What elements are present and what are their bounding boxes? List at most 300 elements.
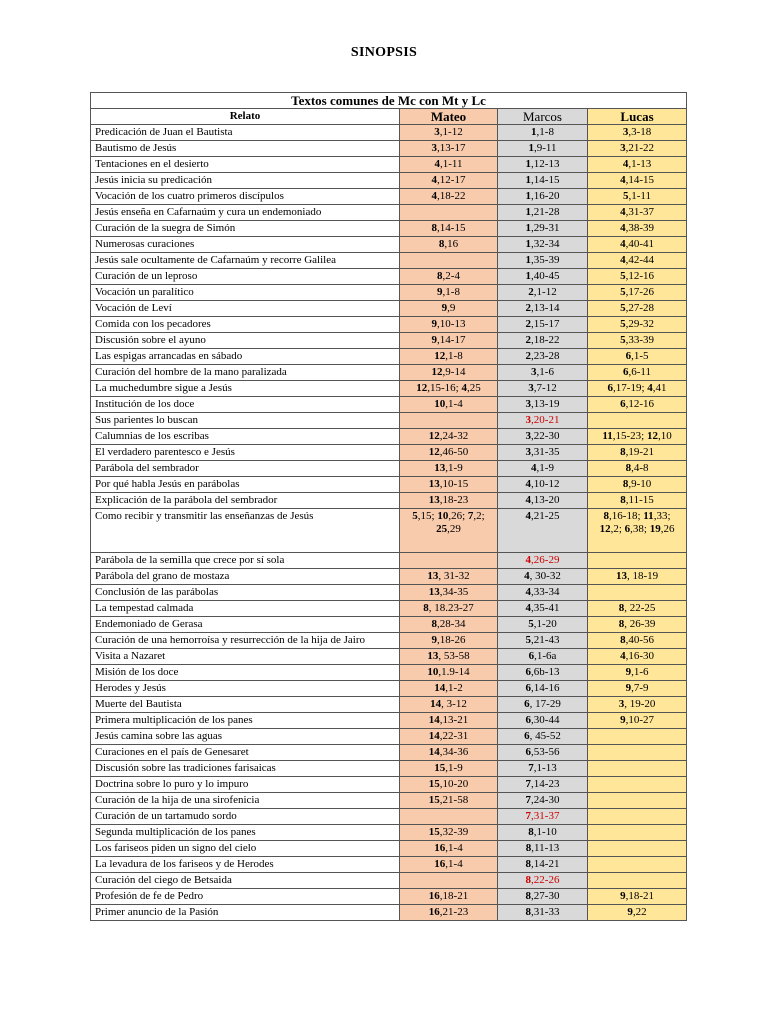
table-row [91, 713, 687, 729]
relato-cell: Herodes y Jesús [91, 681, 400, 697]
lucas-cell [588, 285, 687, 301]
lucas-chapter: 8 [618, 618, 625, 630]
marcos-verses: ,27-30 [531, 890, 560, 902]
relato-cell: El verdadero parentesco e Jesús [91, 445, 400, 461]
lucas-verses: ,33; [653, 510, 671, 522]
lucas-verses: ,15-23; [612, 430, 647, 442]
mateo-chapter: 4 [431, 174, 438, 186]
table-row [91, 125, 687, 141]
marcos-chapter: 3 [528, 382, 534, 394]
table-row [91, 301, 687, 317]
lucas-cell [588, 317, 687, 333]
lucas-cell [588, 905, 687, 921]
lucas-chapter: 3 [622, 126, 629, 138]
marcos-verses: ,1-6 [536, 366, 554, 378]
relato-cell: Segunda multiplicación de los panes [91, 825, 400, 841]
marcos-cell [498, 633, 588, 649]
table-row [91, 333, 687, 349]
table-row [91, 889, 687, 905]
mateo-verses: , 3-12 [441, 698, 467, 710]
marcos-cell [498, 841, 588, 857]
marcos-chapter: 2 [525, 318, 532, 330]
mateo-chapter: 14 [428, 746, 440, 758]
marcos-chapter: 2 [525, 302, 532, 314]
mateo-cell [400, 569, 498, 585]
marcos-chapter: 7 [525, 778, 532, 790]
marcos-chapter: 2 [528, 286, 534, 298]
mateo-chapter: 8 [437, 270, 443, 282]
table-row [91, 905, 687, 921]
lucas-cell [588, 253, 687, 269]
lucas-chapter: 9 [620, 714, 626, 726]
mateo-verses: , 53-58 [438, 650, 470, 662]
mateo-chapter: 13 [428, 586, 440, 598]
marcos-chapter: 7 [525, 810, 532, 822]
mateo-chapter: 15 [428, 826, 440, 838]
mateo-chapter: 8 [431, 618, 438, 630]
marcos-cell [498, 569, 588, 585]
lucas-cell [588, 585, 687, 601]
lucas-cell [588, 221, 687, 237]
marcos-verses: ,11-13 [531, 842, 560, 854]
marcos-cell [498, 585, 588, 601]
lucas-chapter: 3 [620, 142, 626, 154]
marcos-verses: ,40-45 [531, 270, 560, 282]
lucas-verses: ,21-22 [625, 142, 654, 154]
relato-cell: Bautismo de Jesús [91, 141, 400, 157]
marcos-verses: ,1-8 [536, 126, 554, 138]
marcos-chapter: 1 [525, 222, 532, 234]
lucas-cell [588, 189, 687, 205]
marcos-cell [498, 493, 588, 509]
mateo-chapter: 15 [428, 778, 440, 790]
mateo-cell [400, 585, 498, 601]
lucas-cell [588, 157, 687, 173]
lucas-cell [588, 509, 687, 553]
lucas-chapter: 8 [620, 446, 626, 458]
marcos-cell [498, 509, 588, 553]
marcos-chapter: 6 [525, 682, 532, 694]
lucas-cell [588, 857, 687, 873]
lucas-verses: , 18-19 [626, 570, 659, 582]
mateo-verses: ,1-8 [445, 350, 463, 362]
lucas-cell [588, 681, 687, 697]
table-row [91, 237, 687, 253]
mateo-cell [400, 317, 498, 333]
marcos-verses: ,35-41 [531, 602, 560, 614]
lucas-cell [588, 445, 687, 461]
mateo-verses: ,1-12 [439, 126, 463, 138]
mateo-cell [400, 429, 498, 445]
mateo-chapter: 13 [427, 570, 439, 582]
mateo-cell [400, 365, 498, 381]
mateo-cell [400, 189, 498, 205]
lucas-verses: ,1-11 [628, 190, 652, 202]
lucas-cell [588, 889, 687, 905]
mateo-cell [400, 793, 498, 809]
lucas-chapter: 9 [625, 682, 632, 694]
mateo-verses: ,28-34 [437, 618, 466, 630]
marcos-cell [498, 477, 588, 493]
marcos-verses: ,1-12 [533, 286, 557, 298]
lucas-chapter: 4 [620, 254, 626, 266]
marcos-chapter: 6 [525, 666, 532, 678]
table-row [91, 509, 687, 553]
lucas-verses: ,31-37 [625, 206, 654, 218]
lucas-cell [588, 873, 687, 889]
lucas-chapter: 6 [620, 398, 626, 410]
mateo-chapter: 9 [441, 302, 448, 314]
marcos-cell [498, 665, 588, 681]
lucas-chapter: 19 [649, 523, 661, 535]
lucas-chapter: 4 [620, 238, 626, 250]
marcos-verses: ,21-43 [531, 634, 560, 646]
marcos-cell [498, 793, 588, 809]
mateo-cell [400, 221, 498, 237]
marcos-verses: ,13-20 [531, 494, 560, 506]
marcos-verses: ,21-28 [531, 206, 560, 218]
lucas-cell [588, 381, 687, 397]
marcos-cell [498, 905, 588, 921]
marcos-chapter: 8 [525, 858, 532, 870]
lucas-verses: ,11-15 [625, 494, 654, 506]
mateo-chapter: 9 [437, 286, 443, 298]
relato-cell: Parábola del grano de mostaza [91, 569, 400, 585]
mateo-chapter: 4 [431, 190, 438, 202]
relato-cell: Comida con los pecadores [91, 317, 400, 333]
mateo-verses: ,34-36 [439, 746, 469, 758]
marcos-chapter: 4 [525, 554, 532, 566]
table-row [91, 445, 687, 461]
relato-cell: Vocación de Leví [91, 301, 400, 317]
marcos-cell [498, 141, 588, 157]
lucas-verses: ,33-39 [625, 334, 654, 346]
marcos-cell [498, 825, 588, 841]
mateo-cell [400, 397, 498, 413]
lucas-cell [588, 365, 687, 381]
table-caption: Textos comunes de Mc con Mt y Lc [91, 93, 687, 109]
marcos-chapter: 8 [525, 906, 532, 918]
mateo-chapter: 9 [431, 634, 438, 646]
marcos-chapter: 6 [524, 698, 530, 710]
mateo-cell [400, 745, 498, 761]
relato-cell: Calumnias de los escribas [91, 429, 400, 445]
marcos-verses: ,14-23 [531, 778, 560, 790]
lucas-chapter: 9 [625, 666, 632, 678]
mateo-cell [400, 649, 498, 665]
lucas-cell [588, 793, 687, 809]
relato-cell: Visita a Nazaret [91, 649, 400, 665]
mateo-chapter: 7 [467, 510, 474, 522]
table-caption-row [91, 93, 687, 109]
lucas-cell [588, 301, 687, 317]
marcos-chapter: 3 [525, 430, 532, 442]
relato-cell: Endemoniado de Gerasa [91, 617, 400, 633]
mateo-cell [400, 601, 498, 617]
marcos-cell [498, 445, 588, 461]
mateo-cell [400, 381, 498, 397]
lucas-verses: ,29-32 [625, 318, 654, 330]
table-row [91, 841, 687, 857]
relato-cell: Curación de un tartamudo sordo [91, 809, 400, 825]
marcos-chapter: 1 [528, 142, 534, 154]
mateo-cell [400, 125, 498, 141]
mateo-chapter: 9 [431, 318, 438, 330]
mateo-cell [400, 285, 498, 301]
relato-cell: Jesús camina sobre las aguas [91, 729, 400, 745]
lucas-cell [588, 617, 687, 633]
lucas-chapter: 5 [623, 190, 629, 202]
mateo-chapter: 14 [428, 730, 440, 742]
table-row [91, 461, 687, 477]
mateo-chapter: 3 [431, 142, 438, 154]
marcos-verses: ,9-11 [533, 142, 557, 154]
marcos-chapter: 4 [525, 602, 532, 614]
marcos-chapter: 6 [525, 714, 532, 726]
relato-cell: Primera multiplicación de los panes [91, 713, 400, 729]
table-row [91, 205, 687, 221]
table-row [91, 365, 687, 381]
lucas-cell [588, 461, 687, 477]
mateo-verses: ,1-2 [445, 682, 463, 694]
table-row [91, 429, 687, 445]
marcos-verses: ,21-25 [531, 510, 560, 522]
lucas-cell [588, 777, 687, 793]
lucas-cell [588, 237, 687, 253]
table-body [91, 125, 687, 921]
mateo-chapter: 16 [428, 890, 440, 902]
mateo-verses: ,13-17 [437, 142, 466, 154]
lucas-chapter: 8 [620, 494, 626, 506]
marcos-cell [498, 381, 588, 397]
mateo-chapter: 10 [437, 510, 449, 522]
table-row [91, 381, 687, 397]
relato-cell: La muchedumbre sigue a Jesús [91, 381, 400, 397]
mateo-verses: ,15; [417, 510, 438, 522]
lucas-cell [588, 397, 687, 413]
mateo-chapter: 5 [412, 510, 418, 522]
lucas-cell [588, 125, 687, 141]
table-row [91, 825, 687, 841]
marcos-verses: ,22-30 [531, 430, 560, 442]
marcos-cell [498, 649, 588, 665]
lucas-verses: , 26-39 [624, 618, 656, 630]
marcos-chapter: 3 [525, 414, 532, 426]
mateo-verses: ,1.9-14 [438, 666, 470, 678]
mateo-cell [400, 173, 498, 189]
lucas-verses: ,1-13 [628, 158, 652, 170]
mateo-chapter: 12 [428, 430, 440, 442]
marcos-verses: ,14-16 [531, 682, 560, 694]
marcos-verses: ,53-56 [531, 746, 560, 758]
marcos-chapter: 6 [528, 650, 535, 662]
table-row [91, 665, 687, 681]
mateo-verses: ,46-50 [439, 446, 469, 458]
lucas-chapter: 9 [627, 906, 633, 918]
lucas-verses: , 19-20 [624, 698, 656, 710]
relato-cell: Misión de los doce [91, 665, 400, 681]
header-row [91, 109, 687, 125]
marcos-verses: , 17-29 [529, 698, 561, 710]
lucas-cell [588, 649, 687, 665]
lucas-chapter: 4 [620, 206, 626, 218]
marcos-verses: ,14-15 [531, 174, 560, 186]
relato-cell: Predicación de Juan el Bautista [91, 125, 400, 141]
relato-cell: Como recibir y transmitir las enseñanzas de Jesús [91, 509, 400, 553]
lucas-verses: ,16-30 [625, 650, 654, 662]
lucas-verses: ,38; [630, 523, 650, 535]
table-row [91, 873, 687, 889]
mateo-cell [400, 777, 498, 793]
lucas-verses: ,6-11 [628, 366, 652, 378]
marcos-chapter: 8 [528, 826, 534, 838]
lucas-chapter: 4 [620, 174, 626, 186]
mateo-chapter: 16 [428, 906, 440, 918]
mateo-cell [400, 205, 498, 221]
marcos-verses: ,14-21 [531, 858, 560, 870]
table-row [91, 189, 687, 205]
marcos-chapter: 4 [525, 494, 532, 506]
mateo-verses: , 31-32 [438, 570, 470, 582]
marcos-verses: ,32-34 [531, 238, 560, 250]
mateo-chapter: 13 [434, 462, 446, 474]
mateo-cell [400, 681, 498, 697]
lucas-verses: , 22-25 [624, 602, 656, 614]
lucas-chapter: 5 [620, 286, 626, 298]
lucas-verses: ,16-18; [609, 510, 644, 522]
lucas-cell [588, 553, 687, 569]
mateo-cell [400, 493, 498, 509]
lucas-cell [588, 141, 687, 157]
marcos-chapter: 6 [525, 746, 532, 758]
mateo-verses: ,9 [447, 302, 456, 314]
lucas-cell [588, 173, 687, 189]
lucas-cell [588, 493, 687, 509]
table-row [91, 649, 687, 665]
lucas-cell [588, 745, 687, 761]
marcos-chapter: 8 [525, 890, 532, 902]
marcos-verses: ,10-12 [531, 478, 560, 490]
lucas-cell [588, 601, 687, 617]
lucas-cell [588, 477, 687, 493]
marcos-cell [498, 157, 588, 173]
table-row [91, 697, 687, 713]
lucas-verses: ,42-44 [625, 254, 654, 266]
mateo-cell [400, 825, 498, 841]
lucas-cell [588, 333, 687, 349]
mateo-chapter: 14 [430, 698, 442, 710]
mateo-cell [400, 713, 498, 729]
table-row [91, 761, 687, 777]
lucas-verses: ,17-26 [625, 286, 654, 298]
lucas-verses: ,40-56 [625, 634, 654, 646]
mateo-verses: ,21-23 [439, 906, 469, 918]
marcos-cell [498, 429, 588, 445]
marcos-cell [498, 697, 588, 713]
relato-cell: Doctrina sobre lo puro y lo impuro [91, 777, 400, 793]
mateo-chapter: 10 [427, 666, 439, 678]
mateo-verses: ,18-26 [437, 634, 466, 646]
marcos-verses: ,29-31 [531, 222, 560, 234]
lucas-verses: ,3-18 [628, 126, 652, 138]
table-row [91, 173, 687, 189]
mateo-verses: ,32-39 [439, 826, 469, 838]
marcos-cell [498, 205, 588, 221]
marcos-chapter: 7 [528, 762, 534, 774]
table-row [91, 349, 687, 365]
relato-cell: Profesión de fe de Pedro [91, 889, 400, 905]
marcos-chapter: 5 [525, 634, 532, 646]
marcos-chapter: 1 [525, 158, 532, 170]
marcos-verses: ,7-12 [533, 382, 557, 394]
relato-cell: Discusión sobre las tradiciones farisaicas [91, 761, 400, 777]
mateo-verses: ,12-17 [437, 174, 466, 186]
lucas-chapter: 6 [607, 382, 614, 394]
relato-cell: Curación de una hemorroísa y resurrección de la hija de Jairo [91, 633, 400, 649]
marcos-chapter: 4 [525, 478, 532, 490]
lucas-cell [588, 825, 687, 841]
marcos-chapter: 5 [528, 618, 534, 630]
relato-cell: Por qué habla Jesús en parábolas [91, 477, 400, 493]
table-row [91, 793, 687, 809]
mateo-chapter: 12 [416, 382, 428, 394]
relato-cell: Curación de la hija de una sirofenicia [91, 793, 400, 809]
table-row [91, 477, 687, 493]
marcos-cell [498, 253, 588, 269]
mateo-verses: ,21-58 [439, 794, 469, 806]
mateo-verses: ,1-4 [445, 858, 463, 870]
marcos-cell [498, 173, 588, 189]
lucas-chapter: 5 [620, 318, 626, 330]
lucas-verses: ,2; [610, 523, 625, 535]
mateo-chapter: 4 [434, 158, 440, 170]
lucas-verses: ,38-39 [625, 222, 654, 234]
marcos-verses: ,1-6a [534, 650, 557, 662]
marcos-verses: ,20-21 [531, 414, 560, 426]
lucas-verses: ,22 [632, 906, 647, 918]
mateo-verses: ,25 [466, 382, 481, 394]
relato-cell: Curación de la suegra de Simón [91, 221, 400, 237]
marcos-chapter: 3 [525, 446, 532, 458]
lucas-chapter: 12 [599, 523, 611, 535]
marcos-chapter: 4 [525, 510, 532, 522]
marcos-cell [498, 617, 588, 633]
lucas-verses: ,1-6 [631, 666, 649, 678]
mateo-cell [400, 269, 498, 285]
marcos-chapter: 2 [525, 334, 532, 346]
lucas-cell [588, 569, 687, 585]
mateo-verses: ,15-16; [427, 382, 462, 394]
lucas-chapter: 5 [620, 302, 626, 314]
mateo-chapter: 8 [423, 602, 429, 614]
lucas-cell [588, 697, 687, 713]
mateo-cell [400, 633, 498, 649]
relato-cell: Sus parientes lo buscan [91, 413, 400, 429]
mateo-chapter: 8 [438, 238, 445, 250]
lucas-cell [588, 429, 687, 445]
marcos-chapter: 7 [525, 794, 532, 806]
marcos-cell [498, 365, 588, 381]
lucas-chapter: 3 [618, 698, 625, 710]
mateo-verses: ,13-21 [439, 714, 469, 726]
marcos-chapter: 1 [525, 206, 532, 218]
marcos-cell [498, 713, 588, 729]
lucas-chapter: 13 [615, 570, 627, 582]
mateo-verses: ,26; [448, 510, 468, 522]
marcos-verses: ,24-30 [531, 794, 560, 806]
table-row [91, 857, 687, 873]
lucas-chapter: 4 [647, 382, 653, 394]
